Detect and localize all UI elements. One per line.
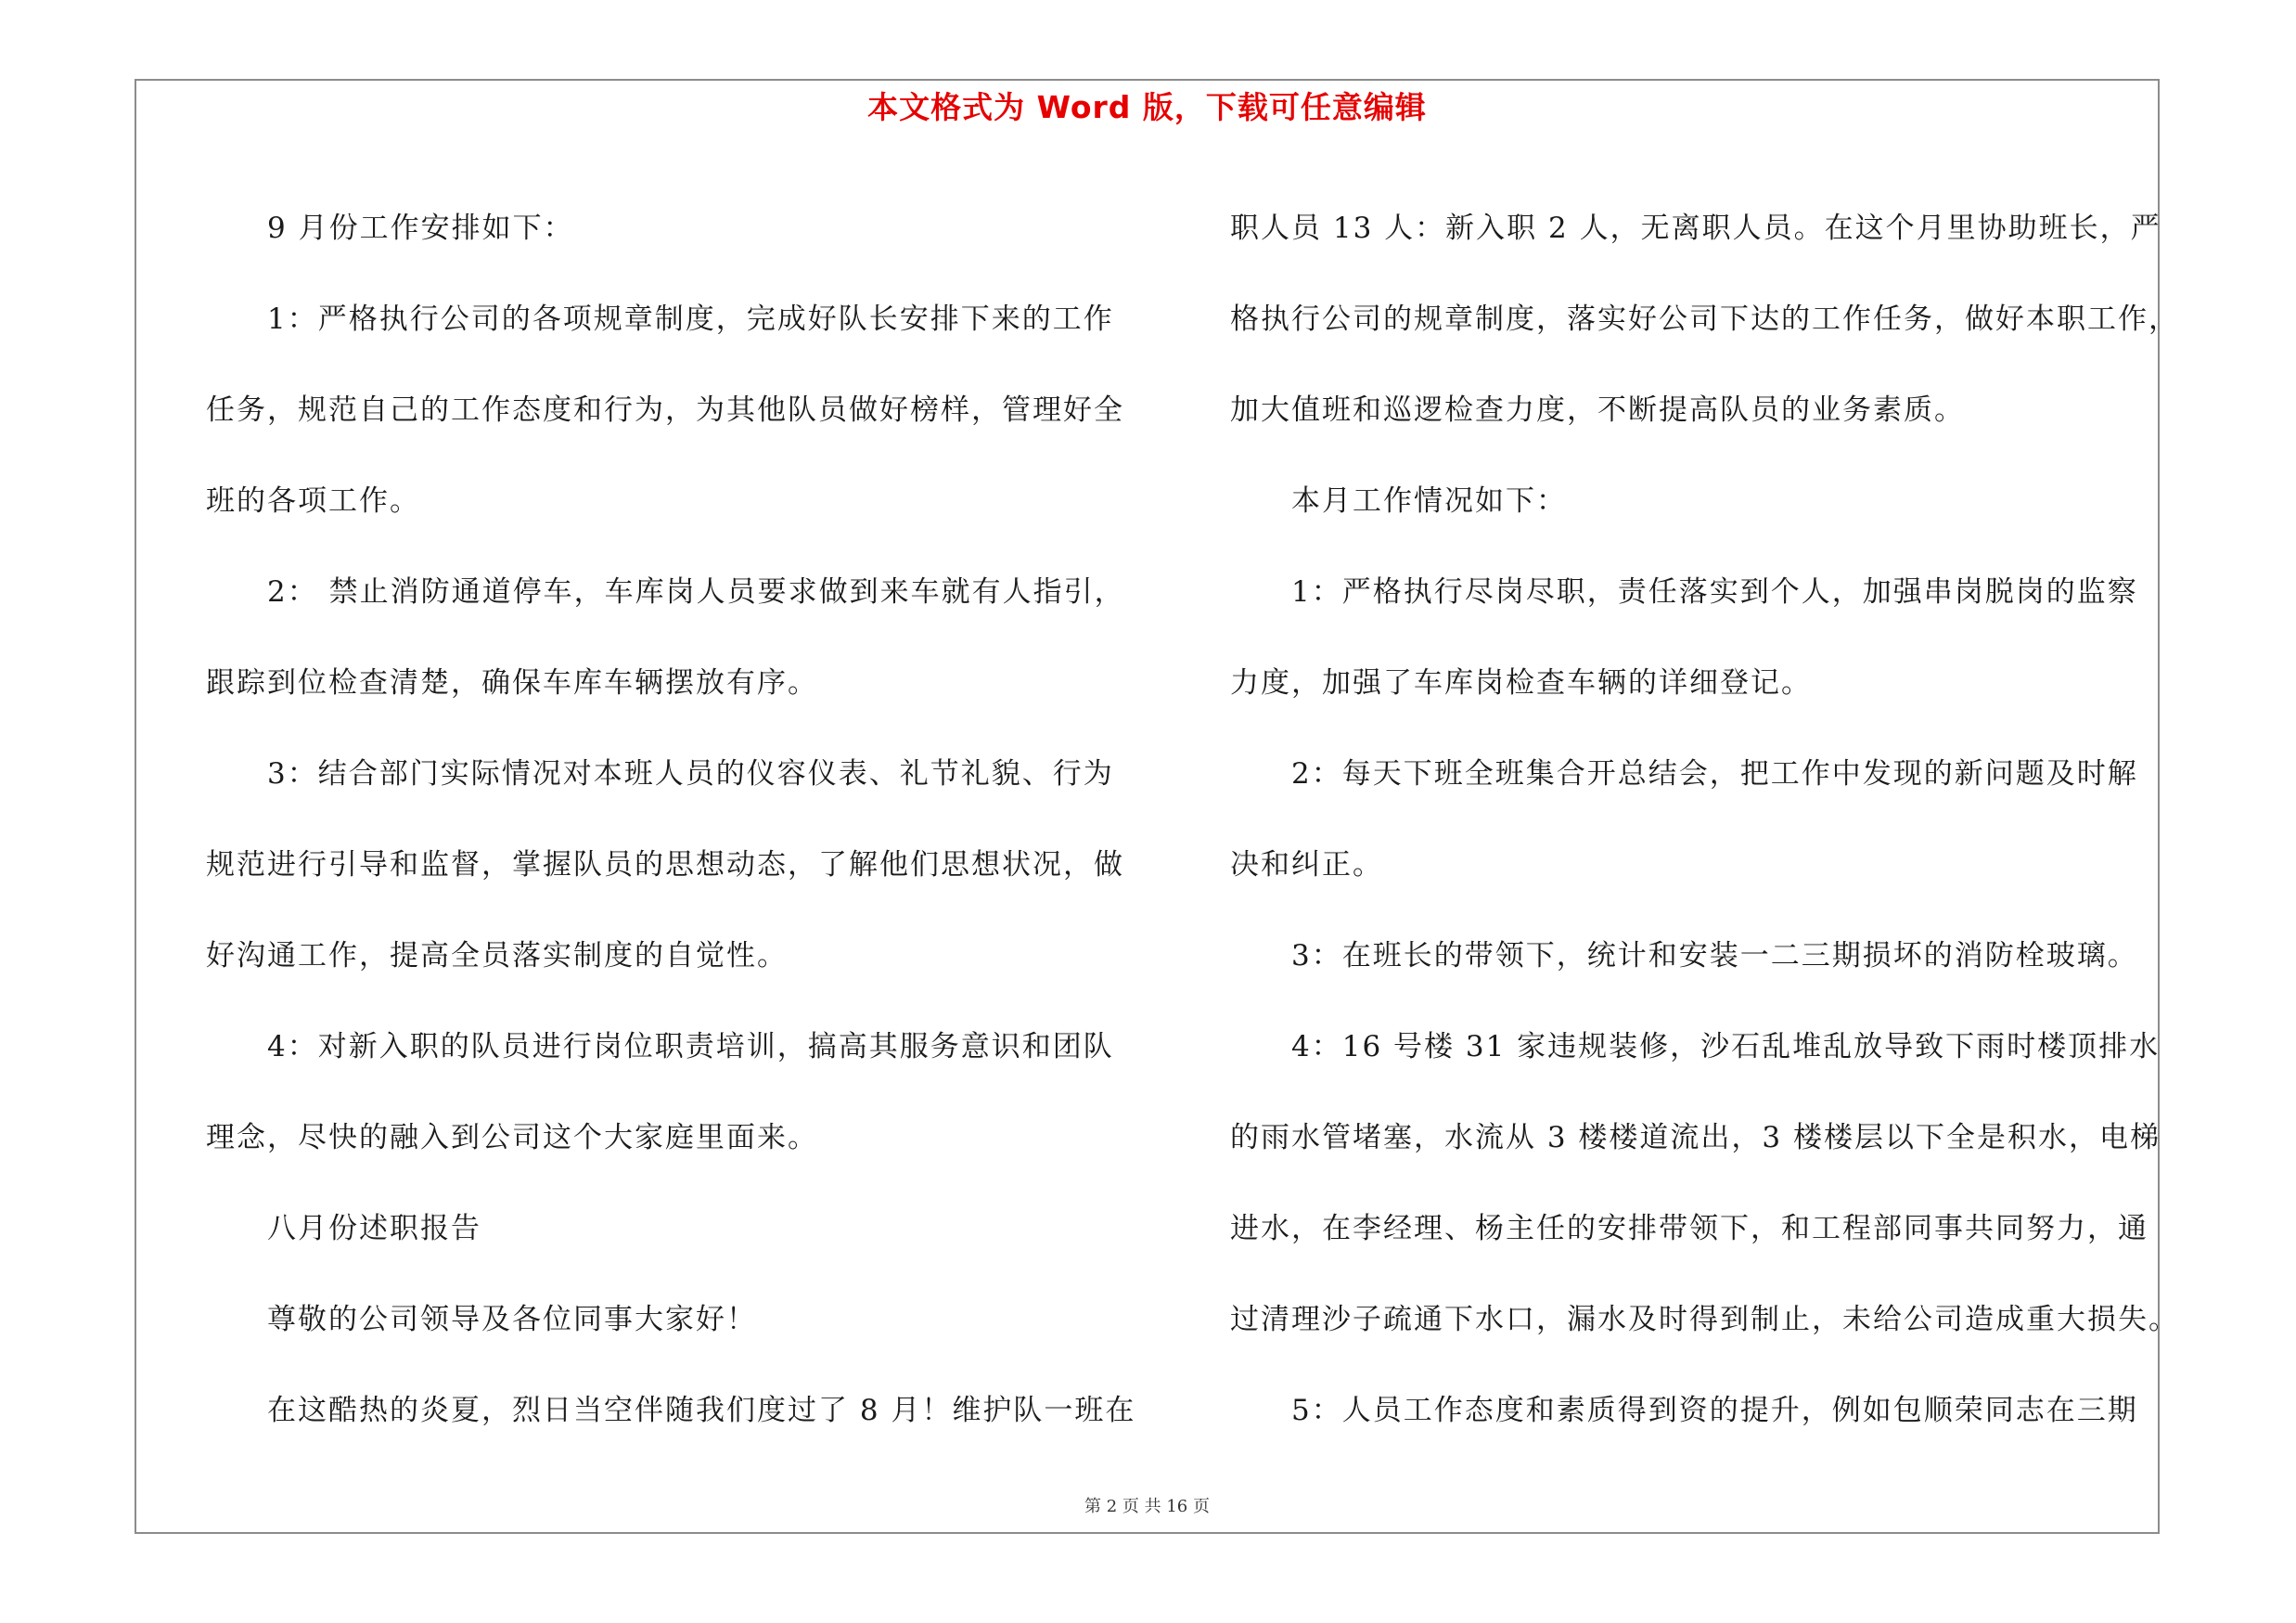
format-banner: 本文格式为 Word 版，下载可任意编辑 xyxy=(867,89,1427,125)
right-column-line: 2：每天下班全班集合开总结会，把工作中发现的新问题及时解 xyxy=(1291,757,2138,791)
right-column-line: 进水，在李经理、杨主任的安排带领下，和工程部同事共同努力，通 xyxy=(1230,1212,2148,1245)
right-column-line: 格执行公司的规章制度，落实好公司下达的工作任务，做好本职工作， xyxy=(1230,303,2179,336)
left-column-line: 在这酷热的炎夏，烈日当空伴随我们度过了 8 月！维护队一班在 xyxy=(267,1394,1136,1427)
left-column-line: 4：对新入职的队员进行岗位职责培训，搞高其服务意识和团队 xyxy=(267,1030,1114,1063)
left-column-line: 班的各项工作。 xyxy=(206,484,420,518)
right-column-line: 决和纠正。 xyxy=(1230,848,1383,882)
left-column-line: 任务，规范自己的工作态度和行为，为其他队员做好榜样，管理好全 xyxy=(206,393,1124,427)
right-column xyxy=(1230,183,2179,1456)
right-column-line: 本月工作情况如下： xyxy=(1291,484,1567,518)
left-column-line: 理念，尽快的融入到公司这个大家庭里面来。 xyxy=(206,1121,818,1154)
left-column-line: 2： 禁止消防通道停车，车库岗人员要求做到来车就有人指引， xyxy=(267,575,1125,609)
left-column-line: 3：结合部门实际情况对本班人员的仪容仪表、礼节礼貌、行为 xyxy=(267,757,1114,791)
right-column-line: 4：16 号楼 31 家违规装修，沙石乱堆乱放导致下雨时楼顶排水 xyxy=(1291,1030,2161,1063)
left-column-line: 1：严格执行公司的各项规章制度，完成好队长安排下来的工作 xyxy=(267,303,1114,336)
page-number: 第 2 页 共 16 页 xyxy=(1084,1497,1210,1516)
left-column-line: 好沟通工作，提高全员落实制度的自觉性。 xyxy=(206,939,788,973)
left-column xyxy=(206,183,1134,1456)
right-column-line: 过清理沙子疏通下水口，漏水及时得到制止，未给公司造成重大损失。 xyxy=(1230,1303,2179,1336)
right-column-line: 的雨水管堵塞，水流从 3 楼楼道流出，3 楼楼层以下全是积水，电梯 xyxy=(1230,1121,2161,1154)
right-column-line: 职人员 13 人：新入职 2 人，无离职人员。在这个月里协助班长，严 xyxy=(1230,212,2161,245)
right-column-line: 5：人员工作态度和素质得到资的提升，例如包顺荣同志在三期 xyxy=(1291,1394,2138,1427)
right-column-line: 加大值班和巡逻检查力度，不断提高队员的业务素质。 xyxy=(1230,393,1965,427)
left-column-line: 尊敬的公司领导及各位同事大家好！ xyxy=(267,1303,757,1336)
left-column-line: 八月份述职报告 xyxy=(267,1212,481,1245)
left-column-line: 跟踪到位检查清楚，确保车库车辆摆放有序。 xyxy=(206,666,818,700)
left-column-line: 规范进行引导和监督，掌握队员的思想动态，了解他们思想状况，做 xyxy=(206,848,1124,882)
right-column-line: 1：严格执行尽岗尽职，责任落实到个人，加强串岗脱岗的监察 xyxy=(1291,575,2138,609)
right-column-line: 力度，加强了车库岗检查车辆的详细登记。 xyxy=(1230,666,1812,700)
right-column-line: 3：在班长的带领下，统计和安装一二三期损坏的消防栓玻璃。 xyxy=(1291,939,2138,973)
left-column-line: 9 月份工作安排如下： xyxy=(267,212,574,245)
